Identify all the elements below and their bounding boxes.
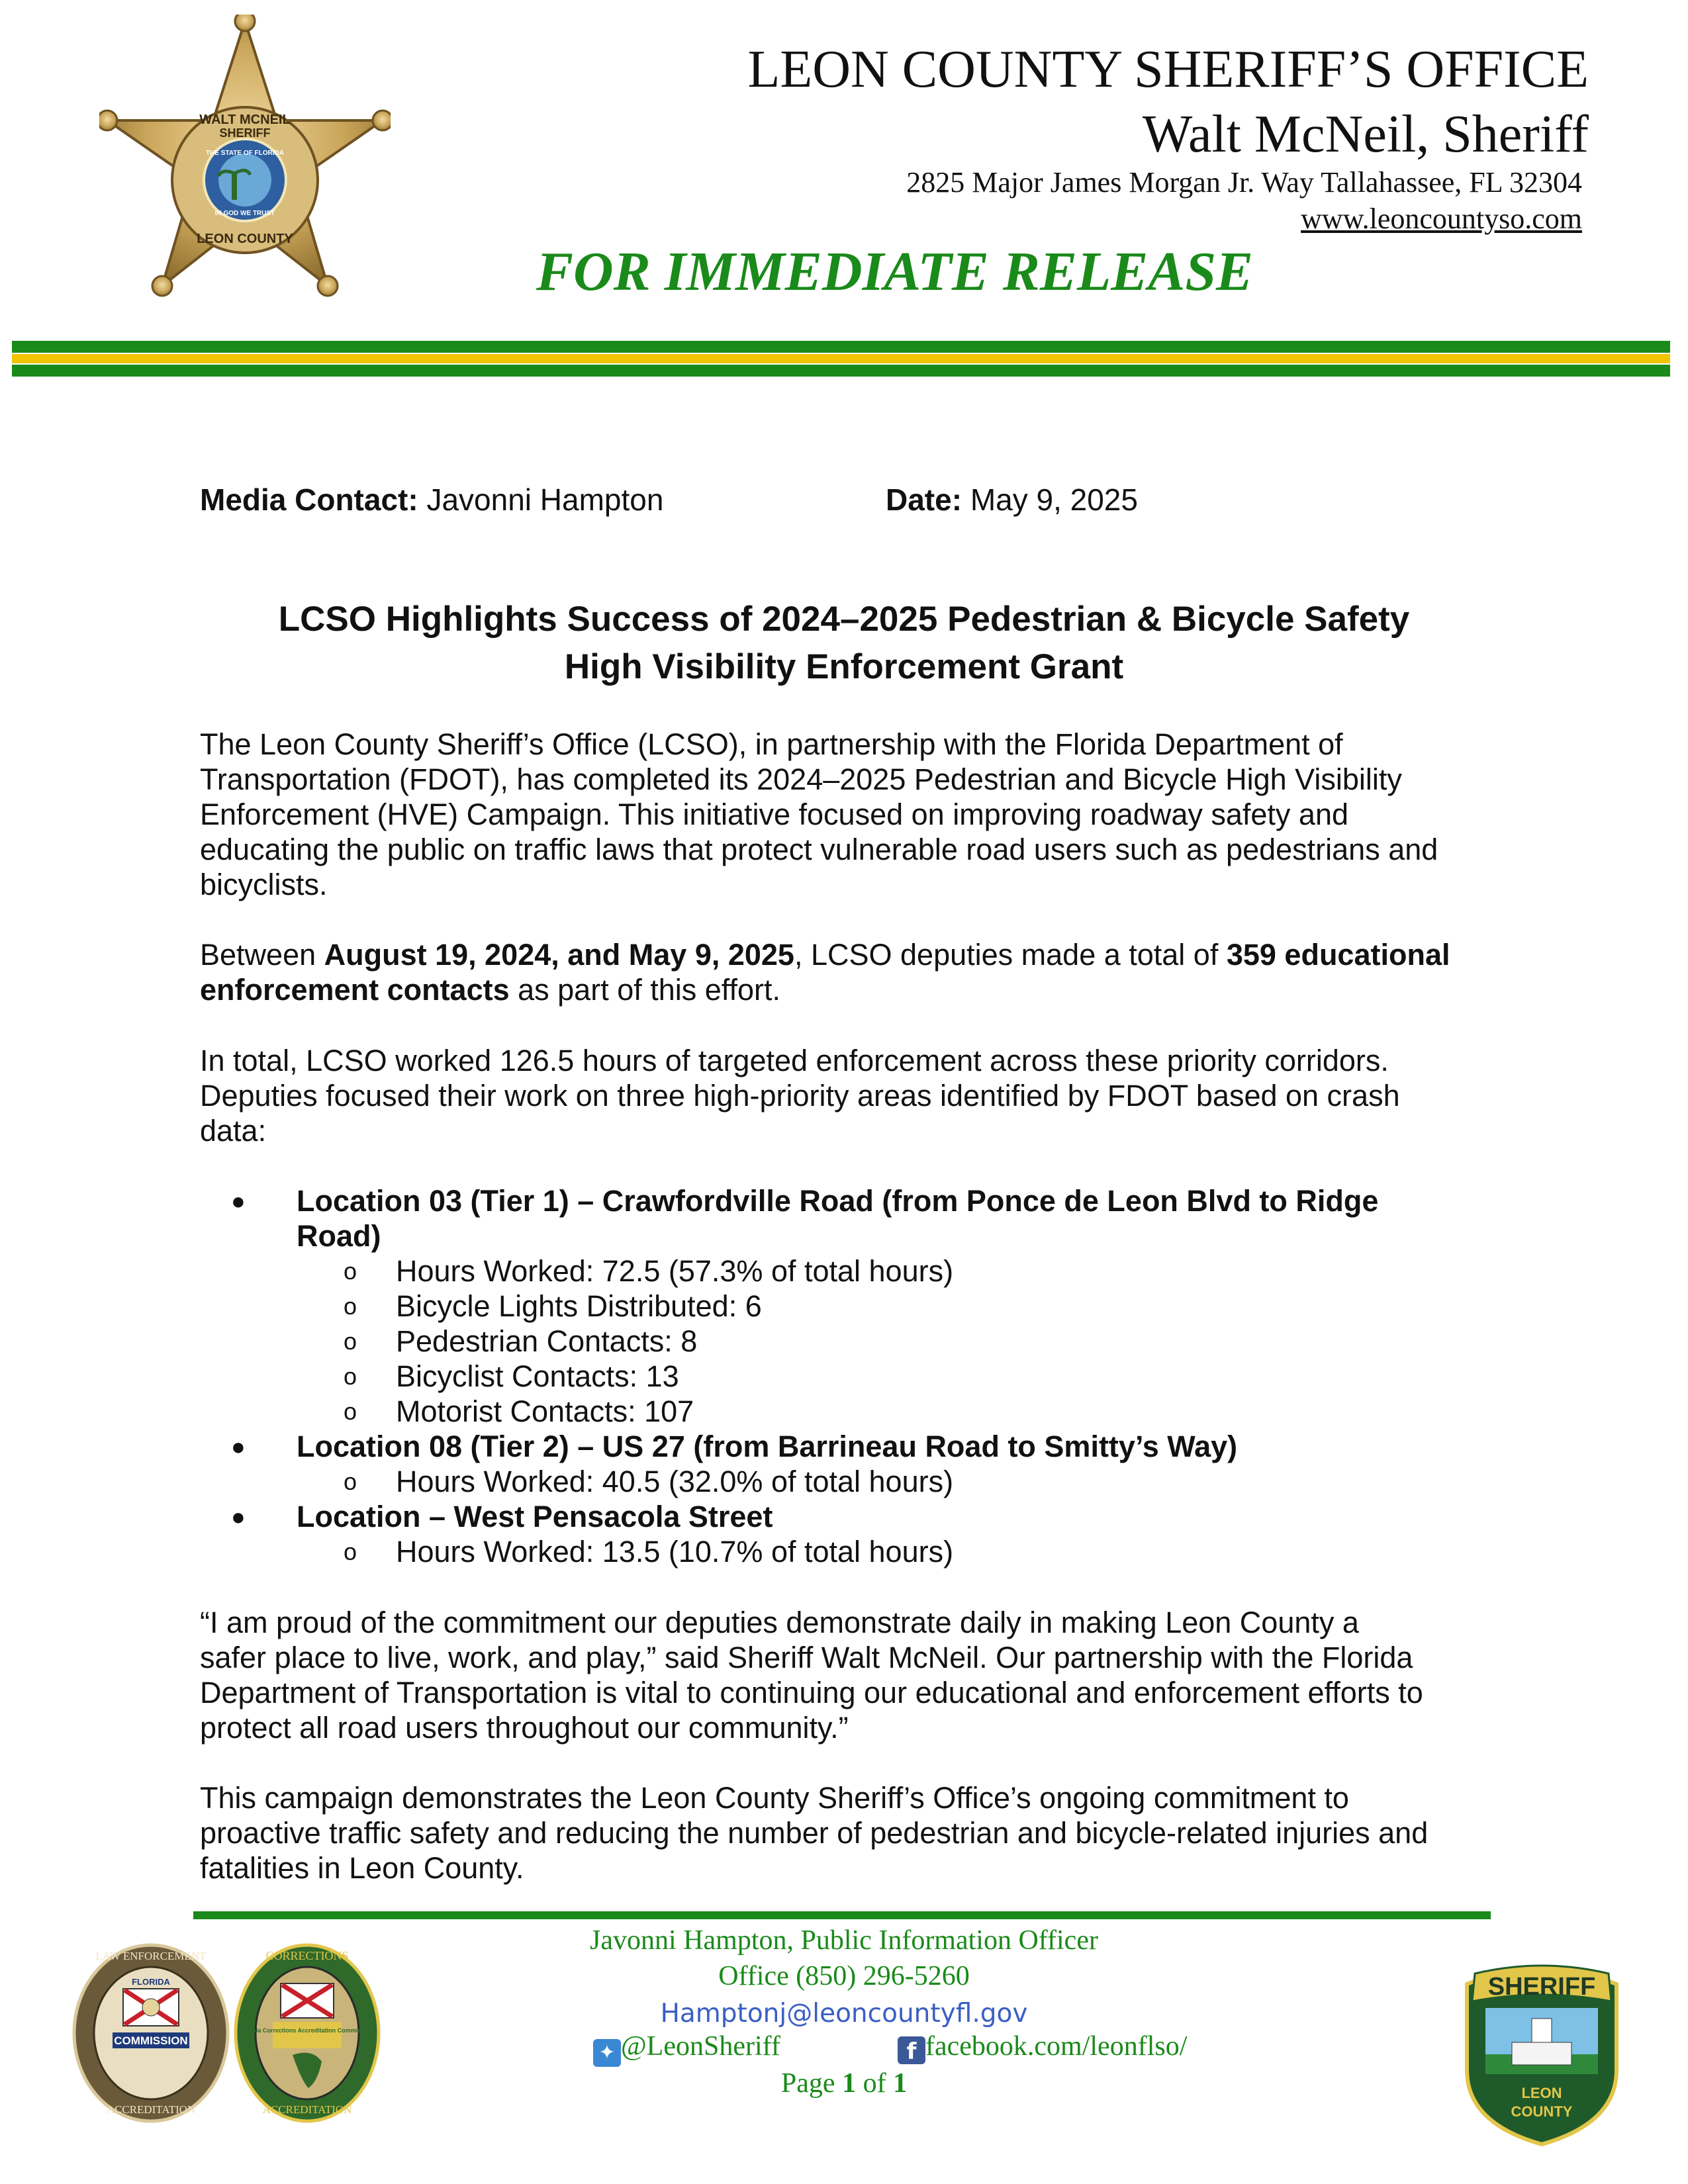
text-line: Enforcement (HVE) Campaign. This initiative focused on improving roadway safety and [200,797,1349,831]
text-line [200,937,1497,972]
text-line: In total, LCSO worked 126.5 hours of targeted enforcement across these priority corridors. [200,1044,1389,1077]
date-value: May 9, 2025 [970,482,1138,517]
svg-text:LEON: LEON [1521,2085,1562,2101]
paragraph-intro [200,727,1497,902]
date-label: Date: [886,482,962,517]
text-line: Transportation (FDOT), has completed its 2024–2025 Pedestrian and Bicycle High Visibility [200,762,1402,796]
footer-phone: Office (850) 296-5260 [718,1961,970,1991]
location-08-title [232,1429,1237,1464]
text-run: as part of this effort. [509,973,780,1007]
bullet-icon: ● [231,1503,246,1530]
sub-bullet-icon: o [344,1398,357,1425]
sheriff-name: Walt McNeil, Sheriff [1142,105,1589,163]
paragraph-contacts [200,937,1497,1007]
text-line: Location – West Pensacola Street [297,1500,773,1533]
text-line: Road) [297,1219,381,1253]
email-link[interactable]: Hamptonj@leoncountyfl.gov [660,1999,1028,2028]
text-line: educating the public on traffic laws that protect vulnerable road users such as pedestrians and [200,833,1438,866]
list-item: o Pedestrian Contacts: 8 [344,1324,698,1358]
svg-text:SHERIFF: SHERIFF [219,126,271,140]
svg-text:SHERIFF: SHERIFF [1487,1973,1596,2001]
facebook-link[interactable] [898,2030,1187,2064]
header-divider-band [12,341,1670,379]
page-number: Page 1 of 1 [780,2068,908,2099]
twitter-link[interactable] [593,2030,780,2067]
svg-text:IN GOD WE TRUST: IN GOD WE TRUST [214,210,275,217]
text-line: Location 08 (Tier 2) – US 27 (from Barrineau Road to Smitty’s Way) [297,1430,1238,1463]
svg-text:CORRECTIONS: CORRECTIONS [265,1949,349,1962]
sub-bullet-icon: o [344,1468,357,1495]
media-contact [200,482,663,518]
text-line: This campaign demonstrates the Leon County Sheriff’s Office’s ongoing commitment to [200,1781,1349,1815]
svg-text:ACCREDITATION: ACCREDITATION [106,2103,196,2116]
headline [119,596,1569,691]
release-date [886,482,1138,518]
paragraph-closing [200,1780,1497,1886]
office-address: 2825 Major James Morgan Jr. Way Tallahassee, FL 32304 [906,166,1582,199]
twitter-icon: ✦ [593,2039,621,2067]
org-name: LEON COUNTY SHERIFF’S OFFICE [747,40,1589,99]
text-line: Location 03 (Tier 1) – Crawfordville Road (from Ponce de Leon Blvd to Ridge [297,1184,1379,1218]
paragraph-hours [200,1043,1497,1148]
text-line: “I am proud of the commitment our deputies demonstrate daily in making Leon County a [200,1606,1359,1639]
list-item: o Hours Worked: 13.5 (10.7% of total hours) [344,1535,954,1569]
media-contact-label: Media Contact: [200,482,418,517]
svg-text:LEON COUNTY: LEON COUNTY [197,232,293,246]
text-line: Department of Transportation is vital to continuing our educational and enforcement efforts to [200,1676,1423,1709]
twitter-handle: @LeonSheriff [621,2031,780,2062]
footer-divider [193,1911,1491,1919]
bold-contacts: 359 educational [1226,938,1450,972]
sub-bullet-icon: o [344,1328,357,1355]
sub-bullet-icon: o [344,1293,357,1320]
bullet-icon: ● [231,1433,246,1460]
text-run: , LCSO deputies made a total of [794,938,1227,972]
text-line: protect all road users throughout our community.” [200,1711,849,1745]
law-enforcement-accreditation-badge [71,1942,230,2124]
list-item: o Bicycle Lights Distributed: 6 [344,1289,762,1323]
bold-contacts: enforcement contacts [200,973,510,1007]
location-03-title [232,1183,1378,1253]
corrections-accreditation-badge [233,1942,381,2124]
bullet-icon: ● [231,1187,246,1214]
text-line: bicyclists. [200,868,328,901]
list-item: o Bicyclist Contacts: 13 [344,1359,679,1393]
band-gold [12,354,1670,363]
list-item: o Hours Worked: 72.5 (57.3% of total hours) [344,1254,954,1288]
text-line: data: [200,1114,267,1148]
facebook-icon: f [898,2036,925,2064]
band-green-bottom [12,365,1670,377]
text-line: fatalities in Leon County. [200,1851,524,1885]
paragraph-quote [200,1605,1497,1745]
text-line [200,972,1497,1007]
list-item: o Hours Worked: 40.5 (32.0% of total hours) [344,1465,954,1498]
website-link[interactable]: www.leoncountyso.com [1301,203,1582,235]
svg-text:Florida Corrections Accreditat: Florida Corrections Accreditation Commission [241,2027,373,2034]
list-item: o Motorist Contacts: 107 [344,1394,694,1428]
leon-county-sheriff-patch [1459,1958,1624,2146]
footer-officer: Javonni Hampton, Public Information Officer [590,1925,1098,1956]
svg-text:ACCREDITATION: ACCREDITATION [262,2103,352,2116]
sub-bullet-icon: o [344,1363,357,1390]
text-line: proactive traffic safety and reducing the number of pedestrian and bicycle-related injuries and [200,1816,1429,1850]
band-green-top [12,341,1670,353]
bold-dates: August 19, 2024, and May 9, 2025 [324,938,794,972]
sheriff-star-seal [99,15,391,306]
sub-bullet-icon: o [344,1257,357,1285]
facebook-url: facebook.com/leonflso/ [925,2031,1188,2062]
text-line: Deputies focused their work on three high-priority areas identified by FDOT based on crash [200,1079,1400,1113]
sub-bullet-icon: o [344,1538,357,1565]
media-contact-name: Javonni Hampton [426,482,664,517]
headline-line-1: LCSO Highlights Success of 2024–2025 Pedestrian & Bicycle Safety [278,600,1410,639]
svg-text:WALT MCNEIL: WALT MCNEIL [199,113,291,127]
svg-text:COUNTY: COUNTY [1511,2103,1573,2120]
text-line: safer place to live, work, and play,” said Sheriff Walt McNeil. Our partnership with the Florida [200,1641,1413,1674]
location-west-pensacola-title [232,1499,773,1534]
release-label: FOR IMMEDIATE RELEASE [536,241,1254,302]
svg-text:LAW ENFORCEMENT: LAW ENFORCEMENT [95,1950,207,1962]
svg-text:FLORIDA: FLORIDA [132,1977,170,1987]
svg-text:COMMISSION: COMMISSION [114,2034,188,2047]
text-line: The Leon County Sheriff’s Office (LCSO), in partnership with the Florida Department of [200,727,1343,761]
text-run: Between [200,938,324,972]
svg-text:THE STATE OF FLORIDA: THE STATE OF FLORIDA [206,150,284,157]
headline-line-2: High Visibility Enforcement Grant [564,647,1124,686]
